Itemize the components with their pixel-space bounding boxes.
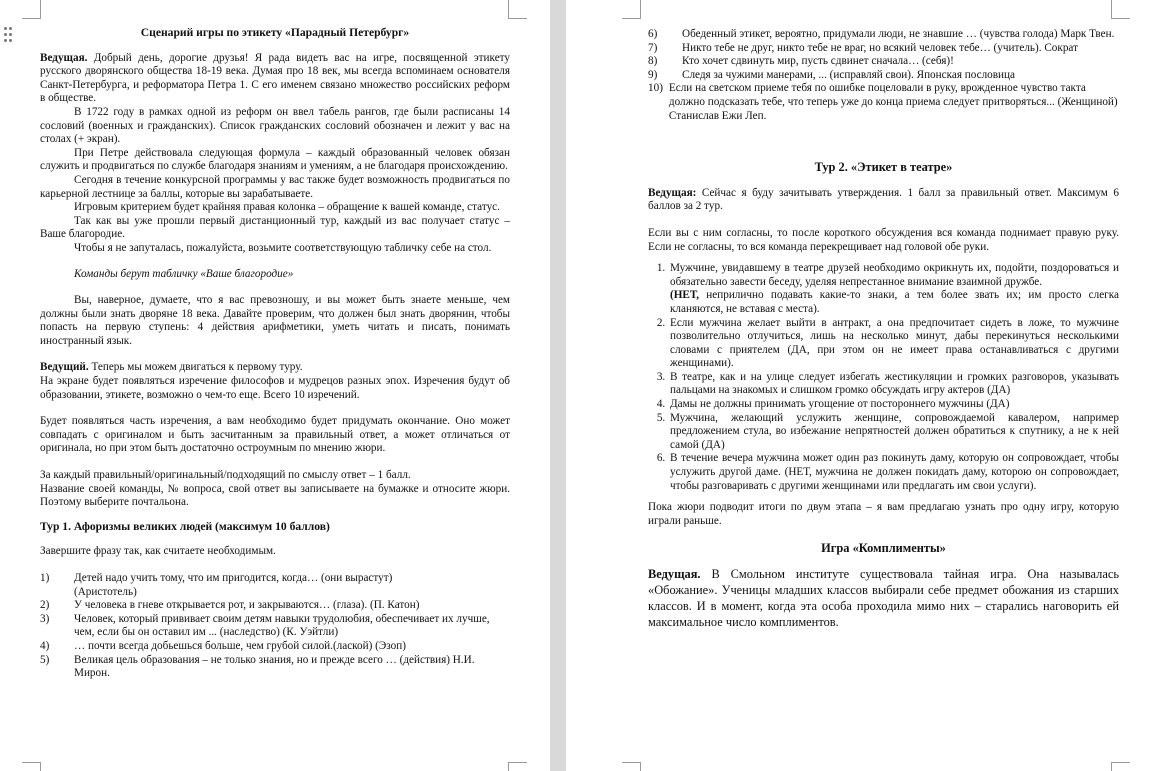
paragraph: В 1722 году в рамках одной из реформ он ввел табель рангов, где были расписаны 14 сословий (военных и гражданских). Список гражданских сословий обозначен и лежит у вас на столах (+ экран). bbox=[40, 105, 510, 146]
aphorism-text: Никто тебе не друг, никто тебе не враг, но всякий человек тебе… (учитель). Сократ bbox=[682, 41, 1078, 54]
aphorism-item bbox=[40, 572, 510, 586]
aphorism-number: 1) bbox=[40, 572, 50, 584]
speaker-label: Ведущая. bbox=[40, 51, 88, 64]
tour2-heading: Тур 2. «Этикет в театре» bbox=[814, 160, 953, 175]
statement-item bbox=[668, 262, 1119, 316]
crop-mark bbox=[508, 762, 527, 771]
aphorism-text: Детей надо учить тому, что им пригодится, когда… (они вырастут) bbox=[74, 572, 393, 584]
aphorism-text: Следя за чужими манерами, ... (исправляй свои). Японская пословица bbox=[682, 68, 1015, 81]
statement-item: 4. Дамы не должны принимать угощение от постороннего мужчины (ДА) bbox=[668, 398, 1119, 412]
statement-item: 6. В течение вечера мужчина может один раз покинуть даму, которую он сопровождает, чтобы услужить другой даме. (НЕТ, мужчина не должен покидать даму, которою он сопровождает, чтобы разговаривать с другими женщинами или предлагать им свои услуги). bbox=[668, 452, 1119, 493]
aphorism-text: У человека в гневе открывается рот, и закрываются… (глаза). (П. Катон) bbox=[74, 599, 420, 612]
aphorism-item bbox=[648, 55, 1119, 69]
paragraph: Сегодня в течение конкурсной программы у вас также будет возможность продвигаться по карьерной лестнице за баллы, которые вы зарабатываете. bbox=[40, 173, 510, 200]
crop-mark bbox=[508, 0, 527, 19]
document-page-right bbox=[566, 0, 1157, 771]
aphorism-text: Если на светском приеме тебя по ошибке поцеловали в руку, врожденное чувство такта должно подсказать тебе, что теперь уже до конца приема следует притворяться... (Женщиной) Станислав Ежи Леп. bbox=[668, 82, 1118, 122]
paragraph: На экране будет появляться изречение философов и мудрецов разных эпох. Изречения будут об образовании, этикете, возможно о чем-то еще. Всего 10 изречений. bbox=[40, 375, 510, 401]
speaker-label: Ведущая. bbox=[648, 567, 701, 581]
statement-item: 5. Мужчина, желающий услужить женщине, сопровождаемой кавалером, например предложением стула, во избежание непрятностей должен обратиться к спутнику, а не к ней самой (ДА) bbox=[668, 412, 1119, 453]
aphorism-item bbox=[40, 599, 510, 613]
document-title: Сценарий игры по этикету «Парадный Петербург» bbox=[140, 26, 410, 39]
tour1-heading: Тур 1. Афоризмы великих людей (максимум 10 баллов) bbox=[40, 519, 330, 533]
aphorism-item bbox=[648, 42, 1119, 56]
aphorism-number: 8) bbox=[648, 55, 658, 68]
aphorism-number: 3) bbox=[40, 612, 50, 625]
host-paragraph bbox=[40, 361, 510, 375]
aphorism-number: 10) bbox=[648, 82, 663, 95]
aphorism-item bbox=[40, 640, 510, 654]
jury-paragraph: Пока жюри подводит итоги по двум этапа – я вам предлагаю узнать про одну игру, которую играли раньше. bbox=[648, 501, 1119, 527]
paragraph: Название своей команды, № вопроса, свой ответ вы записываете на бумажке и относите жюри. Поэтому выберите почтальона. bbox=[40, 482, 510, 509]
paragraph: Будет появляться часть изречения, а вам необходимо будет придумать окончание. Оно может совпадать с оригиналом и быть засчитанным за правильный ответ, а может отличаться от оригинала, но при этом быть достаточно остроумным по мнению жюри. bbox=[40, 415, 510, 455]
paragraph: Игровым критерием будет крайняя правая колонка – обращение к вашей команде, статус. bbox=[74, 201, 500, 214]
host-text: Теперь мы можем двигаться к первому туру. bbox=[88, 361, 303, 374]
crop-mark bbox=[1111, 0, 1130, 19]
aphorism-number: 2) bbox=[40, 599, 50, 612]
tour2-text: Сейчас я буду зачитывать утверждения. 1 балл за правильный ответ. Максимум 6 баллов за 2 тур. bbox=[648, 186, 1119, 213]
statement-item: 2. Если мужчина желает выйти в антракт, а она предпочитает сидеть в ложе, то мужчине позволительно отлучиться, лишь на несколько минут, дабы перекинуться несколькими словами с приятелем (ДА, при этом он не имеет права останавливаться с другими женщинами). bbox=[668, 317, 1119, 371]
crop-mark bbox=[22, 0, 41, 19]
statement-answer: (НЕТ, bbox=[670, 289, 700, 302]
tour2-intro bbox=[648, 187, 1119, 214]
paragraph: При Петре действовала следующая формула – каждый образованный человек обязан служить и продвигаться по службе благодаря знаниям и умениям, а не благодаря происхождению. bbox=[40, 146, 510, 173]
aphorism-number: 9) bbox=[648, 68, 658, 81]
aphorism-number: 4) bbox=[40, 639, 50, 652]
crop-mark bbox=[22, 762, 41, 771]
game-text: В Смольном институте существовала тайная игра. Она называлась «Обожание». Ученицы младших классов выбирали себе предмет обожания из старших классов. И в момент, когда эта особа проходила мимо них – старались наговорить ей максимальное число комплиментов. bbox=[648, 567, 1119, 629]
aphorism-text: Великая цель образования – не только знания, но и прежде всего … (действия) Н.И. Мирон. bbox=[74, 653, 475, 680]
statement-item: 3. В театре, как и на улице следует избегать жестикуляции и громких разговоров, указывать пальцами на знакомых и слишком громко обсуждать игру актеров (ДА) bbox=[668, 371, 1119, 398]
aphorism-item bbox=[648, 82, 1119, 123]
paragraph: Вы, наверное, думаете, что я вас превозношу, и вы может быть знаете меньше, чем должны были знать дворяне 18 века. Давайте проверим, что должен был знать дворянин, чтобы попасть на первую ступень: 4 действия арифметики, уметь читать и писать, понимать иностранный язык. bbox=[40, 294, 510, 347]
statements-list bbox=[648, 262, 1119, 493]
paragraph: Чтобы я не запуталась, пожалуйста, возьмите соответствующую табличку себе на стол. bbox=[74, 241, 492, 254]
italic-note: Команды берут табличку «Ваше благородие» bbox=[74, 267, 294, 280]
statement-text: Мужчине, увидавшему в театре друзей необходимо окрикнуть их, подойти, поздороваться и обязательно завести беседу, уделяя непрестанное внимание взаимной дружбе. bbox=[670, 262, 1119, 288]
aphorism-item bbox=[40, 654, 510, 681]
intro-text: Добрый день, дорогие друзья! Я рада видеть вас на игре, посвященной этикету русского дворянского общества 18-19 века. Думая про 18 век, мы всегда вспоминаем основателя Санкт-Петербурга, и реформатора Петра 1. С его именем связано множество российских реформ в обществе. bbox=[40, 51, 510, 105]
crop-mark bbox=[622, 762, 641, 771]
crop-mark bbox=[1111, 762, 1130, 771]
aphorism-number: 6) bbox=[648, 28, 658, 40]
intro-paragraph bbox=[40, 52, 510, 106]
speaker-label: Ведущий. bbox=[40, 361, 89, 374]
aphorism-author: (Аристотель) bbox=[74, 585, 137, 598]
aphorism-text: Человек, который прививает своим детям навыки трудолюбия, обеспечивает их лучше, чем, если бы он оставил им ... (наследство) (К. Уэйтли) bbox=[74, 612, 490, 639]
game-paragraph bbox=[648, 566, 1119, 630]
move-handle-icon[interactable] bbox=[4, 27, 14, 43]
page-gap bbox=[550, 0, 566, 771]
aphorism-text: Обеденный этикет, вероятно, придумали люди, не знавшие … (чувства голода) Марк Твен. bbox=[682, 28, 1115, 40]
aphorism-number: 5) bbox=[40, 653, 50, 666]
crop-mark bbox=[622, 0, 641, 19]
aphorism-item bbox=[648, 69, 1119, 83]
aphorism-item bbox=[648, 28, 1119, 42]
document-page-left bbox=[0, 0, 550, 771]
tour1-instruction: Завершите фразу так, как считаете необходимым. bbox=[40, 545, 276, 558]
tour2-rules: Если вы с ним согласны, то после короткого обсуждения вся команда поднимает правую руку. Если не согласны, то вся команда перекрещивает над головой обе руки. bbox=[648, 226, 1119, 253]
speaker-label: Ведущая: bbox=[648, 186, 697, 199]
aphorism-item bbox=[40, 613, 510, 640]
paragraph: Так как вы уже прошли первый дистанционный тур, каждый из вас получает статус – Ваше благородие. bbox=[40, 214, 510, 241]
aphorism-number: 7) bbox=[648, 41, 658, 54]
aphorism-text: Кто хочет сдвинуть мир, пусть сдвинет сначала… (себя)! bbox=[682, 55, 954, 68]
paragraph: За каждый правильный/оригинальный/подходящий по смыслу ответ – 1 балл. bbox=[40, 469, 411, 482]
aphorism-text: … почти всегда добьешься больше, чем грубой силой.(лаской) (Эзоп) bbox=[74, 639, 406, 652]
statement-answer-text: неприлично подавать какие-то знаки, а тем более звать их; им просто слегка кланяются, не вставая с места). bbox=[670, 289, 1119, 315]
game-heading: Игра «Комплименты» bbox=[821, 541, 946, 556]
